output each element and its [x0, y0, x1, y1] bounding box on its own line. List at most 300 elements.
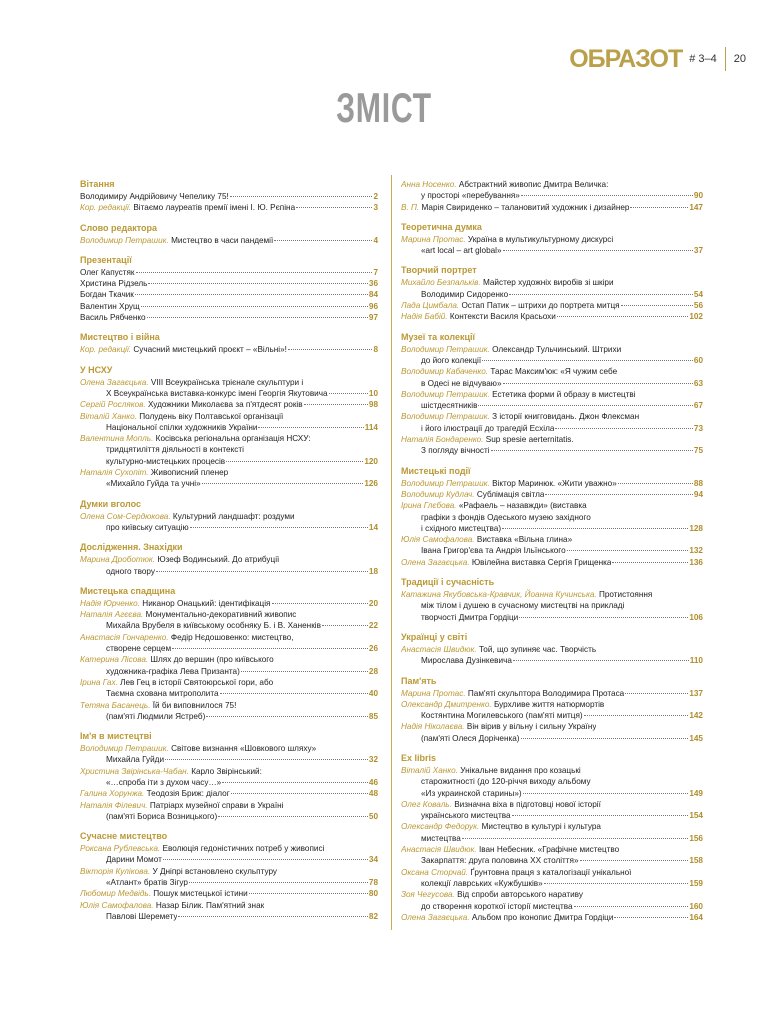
toc-section: [401, 632, 703, 667]
entry-page-number: 128: [689, 523, 703, 533]
entry-line: [80, 800, 378, 811]
entry-line-text: [401, 277, 614, 288]
entry-line-text: [80, 677, 273, 688]
toc-entry[interactable]: [401, 277, 703, 300]
entry-line-text: [80, 235, 273, 246]
entry-title: З погляду вічності: [421, 446, 490, 456]
section-heading: Мистецтво і війна: [80, 332, 160, 343]
entry-line-text: [80, 278, 147, 289]
entry-line: [80, 301, 378, 312]
dot-leader: [462, 837, 689, 839]
toc-section: [401, 577, 703, 623]
entry-line-text: [421, 878, 543, 889]
dot-leader: [206, 715, 368, 717]
entry-page-number: 147: [689, 202, 703, 212]
toc-entry[interactable]: [401, 912, 703, 923]
entry-line-text: [80, 202, 295, 213]
entry-page-number: 73: [693, 423, 703, 433]
entry-line: [80, 312, 378, 323]
entry-title: Володимиру Андрійовичу Чепелику 75!: [80, 192, 229, 201]
toc-section: [401, 753, 703, 923]
entry-line-text: [421, 445, 490, 456]
entry-line: [80, 677, 378, 688]
entry-line-text: [421, 600, 624, 611]
entry-page-number: 3: [373, 203, 378, 213]
entry-line: [80, 235, 378, 246]
section-heading: Слово редактора: [80, 222, 158, 233]
entry-line: [80, 202, 378, 213]
magazine-logo: ОБРАЗОТ: [569, 44, 683, 73]
entry-line: [401, 710, 703, 721]
entry-title: Майстер художніх виробів зі шкіри: [482, 278, 614, 288]
entry-line-text: [106, 877, 188, 888]
entry-page-number: 145: [689, 733, 703, 743]
entry-title: Богдан Ткачик: [80, 290, 134, 300]
toc-entry[interactable]: [80, 301, 378, 312]
entry-page-number: 56: [693, 301, 703, 311]
entry-page-number: 106: [689, 612, 703, 622]
entry-title: У Дніпрі встановлено скульптуру: [152, 866, 277, 876]
entry-line-text: [401, 889, 583, 900]
toc-entry[interactable]: [401, 844, 703, 867]
entry-title: колекції лаврських «Кужбушків»: [421, 878, 543, 888]
toc-entry[interactable]: [80, 289, 378, 300]
toc-entry[interactable]: [401, 344, 703, 367]
toc-entry[interactable]: [80, 399, 378, 410]
entry-author: Кор. редакції.: [80, 345, 132, 355]
entry-page-number: 32: [368, 755, 378, 765]
entry-line: [80, 289, 378, 300]
entry-title: Абстрактний живопис Дмитра Величка:: [458, 180, 609, 189]
entry-page-number: 22: [368, 621, 378, 631]
entry-author: Надія Ніколаєва.: [401, 722, 465, 732]
entry-author: Ірина Гах.: [80, 677, 118, 687]
entry-line: [401, 366, 703, 377]
entry-page-number: 110: [689, 656, 703, 666]
dot-leader: [329, 392, 368, 394]
entry-author: Ірина Глєбова.: [401, 501, 457, 511]
entry-line-text: [421, 833, 461, 844]
entry-line-text: [80, 377, 303, 388]
entry-line: [80, 399, 378, 410]
entry-line-text: [401, 799, 601, 810]
toc-entry[interactable]: [80, 632, 378, 655]
entry-line: [80, 377, 378, 388]
toc-section: [401, 466, 703, 568]
toc-entry[interactable]: [401, 821, 703, 844]
toc-entry[interactable]: [401, 688, 703, 699]
entry-author: Катерина Лісова.: [80, 655, 149, 665]
entry-line: [80, 632, 378, 643]
toc-section: [80, 731, 378, 822]
entry-title: старожитності (до 120-річчя виходу альбому: [421, 777, 591, 787]
toc-entry[interactable]: [401, 534, 703, 557]
toc-section: [80, 586, 378, 722]
toc-entry[interactable]: [80, 700, 378, 723]
entry-line-text: [421, 855, 579, 866]
entry-page-number: 40: [368, 689, 378, 699]
entry-line: [401, 400, 703, 411]
toc-entry[interactable]: [401, 478, 703, 489]
entry-line-text: [80, 788, 230, 799]
entry-line: [401, 788, 703, 799]
entry-page-number: 37: [693, 246, 703, 256]
toc-entry[interactable]: [80, 900, 378, 923]
toc-entry[interactable]: [401, 500, 703, 534]
entry-line: [401, 867, 703, 878]
toc-entry[interactable]: [80, 766, 378, 789]
dot-leader: [612, 561, 688, 563]
entry-title: Сучасний мистецький проєкт – «Вільні»!: [133, 345, 287, 355]
entry-author: Анастасія Швидюк.: [401, 845, 477, 855]
entry-line: [401, 534, 703, 545]
header-divider: [725, 47, 726, 71]
dot-leader: [509, 293, 693, 295]
entry-title: «Рафаель – назавжди» (виставка: [458, 501, 587, 511]
entry-line: [401, 733, 703, 744]
entry-line-text: [421, 378, 502, 389]
entry-title: Визначна віха в підготовці нової історії: [454, 799, 601, 809]
toc-entry[interactable]: [80, 467, 378, 490]
section-heading: Дослідження. Знахідки: [80, 542, 183, 553]
dot-leader: [241, 670, 368, 672]
entry-author: Володимир Кабаченко.: [401, 367, 489, 377]
entry-author: Кор. редакції.: [80, 203, 132, 213]
entry-page-number: 26: [368, 644, 378, 654]
entry-line-text: [80, 267, 135, 278]
entry-line: [80, 620, 378, 631]
toc-entry[interactable]: [401, 644, 703, 667]
entry-page-number: 98: [368, 400, 378, 410]
entry-title: Павлові Шеремету: [106, 911, 178, 921]
entry-title: Еволюція гедоністичних потреб у живописі: [162, 844, 325, 854]
entry-line-text: [421, 788, 522, 799]
entry-page-number: 137: [689, 688, 703, 698]
entry-title: Патріарх музейної справи в Україні: [149, 800, 284, 810]
entry-author: Володимир Кудлач.: [401, 489, 475, 499]
entry-line-text: [80, 609, 296, 620]
toc-entry[interactable]: [401, 721, 703, 744]
toc-section: [80, 332, 378, 355]
toc-entry[interactable]: [401, 434, 703, 457]
toc-entry[interactable]: [401, 799, 703, 822]
entry-line-text: [80, 700, 236, 711]
toc-entry[interactable]: [80, 377, 378, 400]
entry-line: [401, 878, 703, 889]
entry-line-text: [401, 688, 624, 699]
entry-line: [401, 190, 703, 201]
entry-title: Полудень віку Полтавської організації: [139, 411, 284, 421]
entry-line: [401, 776, 703, 787]
entry-line-text: [401, 534, 572, 545]
entry-page-number: 154: [689, 811, 703, 821]
dot-leader: [584, 714, 689, 716]
entry-line: [80, 554, 378, 565]
toc-section: [80, 179, 378, 214]
entry-line-text: [401, 821, 601, 832]
entry-author: Олег Коваль.: [401, 799, 452, 809]
entry-line: [401, 478, 703, 489]
entry-author: Любомир Медвідь.: [80, 889, 151, 899]
section-heading: Презентації: [80, 254, 132, 265]
entry-line-text: [106, 711, 205, 722]
entry-title: «…спроба іти з духом часу…»: [106, 777, 222, 787]
entry-line: [80, 743, 378, 754]
toc-entry[interactable]: [80, 800, 378, 823]
entry-author: Надія Юрченко.: [80, 598, 141, 608]
toc-entry[interactable]: [401, 699, 703, 722]
entry-author: Наталія Філевич.: [80, 800, 148, 810]
entry-title: Пошук мистецької істини: [153, 889, 248, 899]
entry-line: [401, 445, 703, 456]
toc-entry[interactable]: [80, 202, 378, 213]
entry-page-number: 18: [368, 566, 378, 576]
entry-line: [401, 234, 703, 245]
entry-page-number: 4: [373, 235, 378, 245]
toc-entry[interactable]: [401, 867, 703, 890]
toc-entry[interactable]: [401, 765, 703, 799]
entry-title: Закарпаття: друга половина ХХ століття»: [421, 856, 579, 866]
entry-page-number: 159: [689, 878, 703, 888]
toc-section: [80, 499, 378, 534]
entry-line: [80, 811, 378, 822]
toc-entry[interactable]: [80, 433, 378, 467]
dot-leader: [172, 647, 368, 649]
entry-line: [401, 545, 703, 556]
entry-line-text: [80, 191, 229, 202]
toc-section: [401, 222, 703, 257]
entry-line-text: [401, 589, 652, 600]
dot-leader: [502, 527, 688, 529]
toc-entry[interactable]: [401, 889, 703, 912]
entry-title: Вітаємо лауреатів премії імені І. Ю. Рєпіна: [133, 203, 296, 213]
entry-line-text: [421, 733, 520, 744]
toc-entry[interactable]: [401, 557, 703, 568]
entry-line: [80, 598, 378, 609]
section-heading: Сучасне мистецтво: [80, 831, 168, 842]
toc-entry[interactable]: [401, 589, 703, 623]
entry-title: творчості Дмитра Гордіци: [421, 612, 519, 622]
entry-author: Володимир Петрашик.: [401, 478, 490, 488]
toc-entry[interactable]: [80, 511, 378, 534]
dot-leader: [557, 315, 688, 317]
entry-line-text: [421, 245, 502, 256]
section-heading: Вітання: [80, 179, 115, 189]
toc-entry[interactable]: [80, 235, 378, 246]
dot-leader: [288, 348, 372, 350]
entry-page-number: 75: [693, 446, 703, 456]
toc-entry[interactable]: [80, 598, 378, 609]
entry-line-text: [106, 911, 177, 922]
entry-line-text: [106, 456, 225, 467]
toc-entry[interactable]: [80, 843, 378, 866]
dot-leader: [521, 194, 693, 196]
dot-leader: [513, 659, 689, 661]
entry-title: Михайла Врубеля в київському особняку Б. і В. Ханенків: [106, 621, 321, 631]
dot-leader: [567, 549, 689, 551]
entry-title: Їй би виповнилося 75!: [152, 700, 237, 710]
entry-page-number: 54: [693, 289, 703, 299]
entry-line: [80, 900, 378, 911]
entry-title: Національної спілки художників України: [106, 422, 258, 432]
entry-author: Анна Носенко.: [401, 180, 457, 189]
entry-title: Марія Свириденко – талановитий художник і дизайнер: [421, 202, 630, 212]
toc-entry[interactable]: [80, 191, 378, 202]
entry-author: Юлія Самофалова.: [401, 535, 475, 545]
entry-line: [80, 688, 378, 699]
section-heading: Ex libris: [401, 752, 437, 763]
entry-title: Христина Рідзель: [80, 279, 148, 289]
dot-leader: [322, 624, 368, 626]
toc-entry[interactable]: [80, 267, 378, 278]
dot-leader: [163, 858, 368, 860]
dot-leader: [226, 460, 363, 462]
entry-page-number: 84: [368, 290, 378, 300]
toc-entry[interactable]: [80, 654, 378, 677]
entry-page-number: 10: [368, 388, 378, 398]
entry-line-text: [80, 654, 274, 665]
entry-line-text: [80, 433, 311, 444]
toc-entry[interactable]: [80, 554, 378, 577]
toc-entry[interactable]: [401, 311, 703, 322]
entry-title: Культурний ландшафт: роздуми: [172, 511, 295, 521]
dot-leader: [165, 758, 368, 760]
entry-line: [80, 522, 378, 533]
toc-entry[interactable]: [80, 411, 378, 434]
section-heading: Думки вголос: [80, 498, 142, 509]
entry-line-text: [401, 434, 574, 445]
entry-line-text: [421, 901, 573, 912]
toc-entry[interactable]: [401, 366, 703, 389]
toc-entry[interactable]: [80, 788, 378, 799]
entry-line: [401, 179, 703, 190]
toc-entry[interactable]: [80, 609, 378, 632]
entry-line-text: [106, 422, 257, 433]
toc-entry[interactable]: [401, 179, 703, 202]
entry-line-text: [421, 545, 566, 556]
entry-title: Бурхливе життя натюрмортів: [493, 699, 605, 709]
entry-title: до створення короткої історії мистецтва: [421, 901, 573, 911]
toc-entry[interactable]: [80, 677, 378, 700]
entry-title: Альбом про іконопис Дмитра Гордіци: [471, 912, 614, 922]
entry-line-text: [401, 202, 629, 213]
entry-line: [80, 666, 378, 677]
issue-number: # 3–4: [689, 53, 717, 65]
entry-title: Мирослава Дузінкевича: [421, 656, 512, 666]
entry-line: [80, 888, 378, 899]
entry-page-number: 28: [368, 666, 378, 676]
section-heading: Теоретична думка: [401, 221, 482, 232]
entry-title: Ґрунтовна праця з каталогізації унікальної: [470, 867, 632, 877]
toc-column-right: [401, 179, 703, 932]
entry-title: VIII Всеукраїнська трієнале скульптури і: [150, 377, 304, 387]
entry-author: Михайло Безпалькiв.: [401, 278, 481, 288]
entry-line: [80, 788, 378, 799]
entry-line: [401, 699, 703, 710]
entry-line-text: [421, 776, 591, 787]
dot-leader: [296, 206, 372, 208]
entry-line-text: [80, 554, 279, 565]
entry-line-text: [421, 400, 477, 411]
entry-author: Вікторія Куліковa.: [80, 866, 151, 876]
entry-title: Художники Миколаєва за п'ятдесят років: [147, 400, 303, 410]
entry-page-number: 36: [368, 279, 378, 289]
entry-line: [80, 843, 378, 854]
entry-title: художника-графіка Лева Призанта): [106, 666, 240, 676]
entry-line: [401, 810, 703, 821]
toc-entry[interactable]: [80, 743, 378, 766]
toc-entry[interactable]: [80, 866, 378, 889]
entry-line-text: [106, 478, 201, 489]
toc-entry[interactable]: [401, 234, 703, 257]
entry-line: [401, 600, 703, 611]
toc-section: [80, 223, 378, 246]
entry-line: [80, 643, 378, 654]
section-heading: Мистецька спадщина: [80, 585, 176, 596]
toc-entry[interactable]: [401, 300, 703, 311]
entry-page-number: 20: [368, 598, 378, 608]
entry-title: Карло Звірінський:: [191, 766, 262, 776]
entry-line-text: [80, 312, 146, 323]
toc-section: [80, 542, 378, 577]
entry-title: «art local – art global»: [421, 246, 502, 256]
toc-entry[interactable]: [401, 411, 703, 434]
toc-entry[interactable]: [80, 344, 378, 355]
dot-leader: [519, 616, 688, 618]
entry-line-text: [421, 612, 518, 623]
entry-line: [401, 489, 703, 500]
toc-entry[interactable]: [80, 278, 378, 289]
entry-title: тридцятиліття діяльності в контексті: [106, 445, 244, 455]
entry-line: [80, 511, 378, 522]
toc-entry[interactable]: [401, 489, 703, 500]
entry-title: Володимир Сидоренко: [421, 289, 509, 299]
entry-line: [401, 355, 703, 366]
column-divider: [391, 175, 392, 930]
dot-leader: [521, 737, 689, 739]
entry-line-text: [421, 289, 508, 300]
entry-line-text: [80, 766, 262, 777]
entry-title: Дарини Момот: [106, 855, 162, 865]
toc-entry[interactable]: [401, 389, 703, 412]
entry-line-text: [106, 777, 221, 788]
entry-line-text: [106, 522, 189, 533]
entry-title: Sup spesie aerternitatis.: [485, 435, 574, 445]
section-heading: Традиції і сучасність: [401, 577, 495, 588]
toc-section: [401, 265, 703, 322]
entry-line-text: [401, 844, 619, 855]
toc-entry[interactable]: [401, 202, 703, 213]
entry-line: [401, 644, 703, 655]
toc-column-left: [80, 179, 378, 931]
entry-line-text: [421, 423, 554, 434]
entry-title: українського мистецтва: [421, 811, 511, 821]
entry-author: Володимир Петрашик.: [80, 235, 169, 245]
entry-page-number: 82: [368, 911, 378, 921]
entry-line: [401, 434, 703, 445]
entry-line-text: [106, 566, 155, 577]
entry-line: [80, 422, 378, 433]
entry-title: і його ілюстрації до трагедій Есхіла: [421, 423, 555, 433]
entry-title: мистецтва: [421, 833, 461, 843]
toc-entry[interactable]: [80, 312, 378, 323]
entry-page-number: 90: [693, 191, 703, 201]
entry-line-text: [421, 355, 481, 366]
entry-line: [401, 912, 703, 923]
toc-entry[interactable]: [80, 888, 378, 899]
entry-title: Василь Рябченко: [80, 313, 146, 323]
entry-title: Тарас Максим'юк: «Я чужим себе: [490, 367, 618, 377]
